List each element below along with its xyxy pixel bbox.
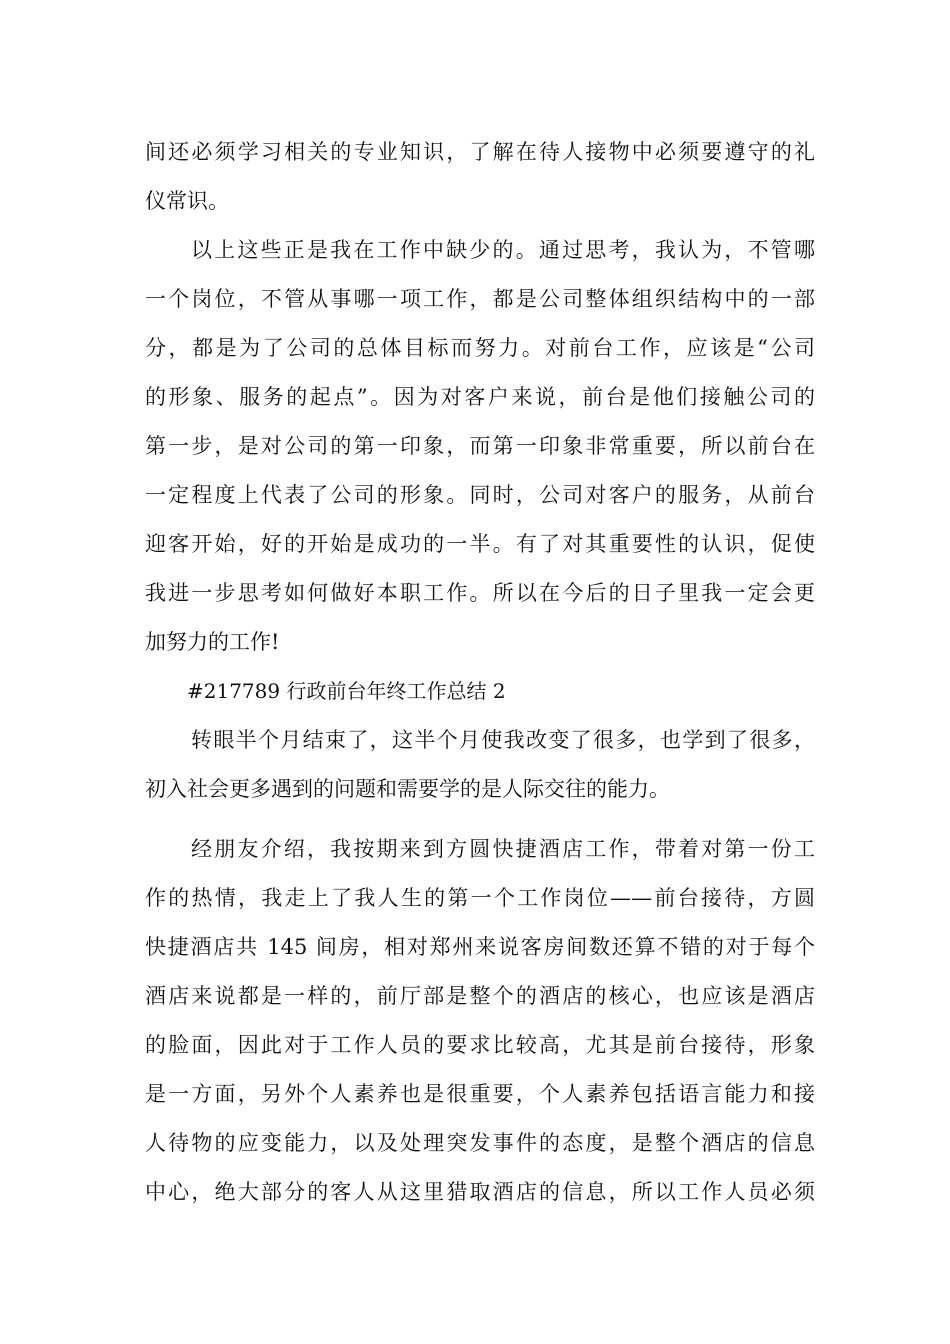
paragraph-1-line-2: 仪常识。 bbox=[145, 189, 229, 213]
paragraph-2-line-1: 以上这些正是我在工作中缺少的。通过思考，我认为，不管哪 bbox=[191, 238, 815, 262]
section-heading: #217789 行政前台年终工作总结 2 bbox=[187, 679, 506, 703]
paragraph-4-line-4: 酒店来说都是一样的，前厅部是整个的酒店的核心，也应该是酒店 bbox=[145, 984, 815, 1008]
paragraph-3-line-1: 转眼半个月结束了，这半个月使我改变了很多，也学到了很多， bbox=[191, 728, 815, 752]
paragraph-1-line-1: 间还必须学习相关的专业知识，了解在待人接物中必须要遵守的礼 bbox=[145, 140, 815, 164]
paragraph-2-line-8: 我进一步思考如何做好本职工作。所以在今后的日子里我一定会更 bbox=[145, 581, 815, 605]
paragraph-2-line-9: 加努力的工作! bbox=[145, 630, 280, 654]
paragraph-4-line-6: 是一方面，另外个人素养也是很重要，个人素养包括语言能力和接 bbox=[145, 1082, 815, 1106]
paragraph-4-line-7: 人待物的应变能力，以及处理突发事件的态度，是整个酒店的信息 bbox=[145, 1131, 815, 1155]
paragraph-4-line-3: 快捷酒店共 145 间房，相对郑州来说客房间数还算不错的对于每个 bbox=[145, 935, 815, 959]
paragraph-2-line-3: 分，都是为了公司的总体目标而努力。对前台工作，应该是“公司 bbox=[145, 336, 815, 360]
paragraph-2-line-2: 一个岗位，不管从事哪一项工作，都是公司整体组织结构中的一部 bbox=[145, 287, 815, 311]
paragraph-4-line-5: 的脸面，因此对于工作人员的要求比较高，尤其是前台接待，形象 bbox=[145, 1033, 815, 1057]
paragraph-4-line-2: 作的热情，我走上了我人生的第一个工作岗位——前台接待，方圆 bbox=[145, 886, 815, 910]
paragraph-2-line-7: 迎客开始，好的开始是成功的一半。有了对其重要性的认识，促使 bbox=[145, 532, 815, 556]
paragraph-2-line-4: 的形象、服务的起点”。因为对客户来说，前台是他们接触公司的 bbox=[145, 385, 815, 409]
paragraph-2-line-5: 第一步，是对公司的第一印象，而第一印象非常重要，所以前台在 bbox=[145, 434, 815, 458]
paragraph-4-line-8: 中心，绝大部分的客人从这里猎取酒店的信息，所以工作人员必须 bbox=[145, 1180, 815, 1204]
paragraph-3-line-2: 初入社会更多遇到的问题和需要学的是人际交往的能力。 bbox=[145, 777, 670, 801]
paragraph-4-line-1: 经朋友介绍，我按期来到方圆快捷酒店工作，带着对第一份工 bbox=[191, 837, 815, 861]
paragraph-2-line-6: 一定程度上代表了公司的形象。同时，公司对客户的服务，从前台 bbox=[145, 483, 815, 507]
